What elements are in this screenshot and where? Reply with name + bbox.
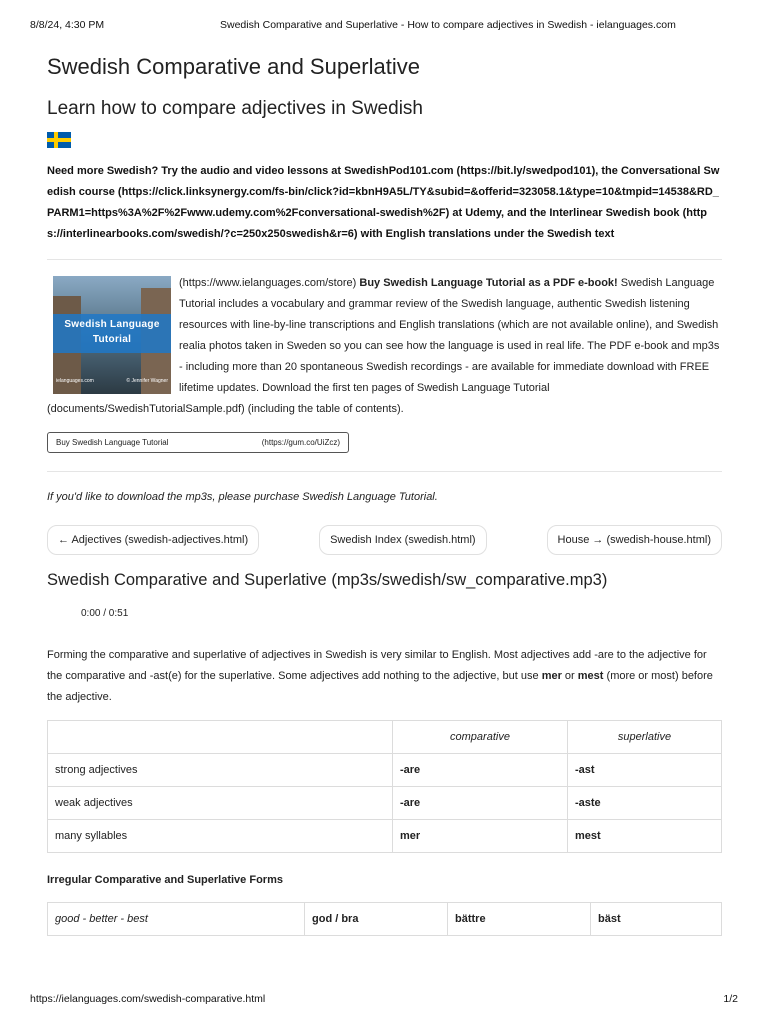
prev-page-button[interactable]: ← Adjectives (swedish-adjectives.html) [47,525,259,555]
table-cell: -ast [568,754,722,787]
table-cell: god / bra [305,903,448,936]
section-heading: Swedish Comparative and Superlative (mp3s/swedish/sw_comparative.mp3) [47,571,608,589]
cover-caption-right: © Jennifer Wagner [126,378,168,384]
print-datetime: 8/8/24, 4:30 PM [30,19,105,31]
page-title: Swedish Comparative and Superlative [47,54,420,79]
table-header-cell: comparative [393,721,568,754]
table-cell: weak adjectives [48,787,393,820]
table-cell: strong adjectives [48,754,393,787]
print-page-title: Swedish Comparative and Superlative - How to compare adjectives in Swedish - ielanguages.com [220,19,676,31]
divider [47,259,722,260]
table-cell: good - better - best [48,903,305,936]
ebook-section [47,273,722,420]
table-cell: bättre [448,903,591,936]
buy-tutorial-link: (https://gum.co/UiZcz) [261,438,340,447]
table-cell: many syllables [48,820,393,853]
irregular-heading: Irregular Comparative and Superlative Forms [47,874,283,886]
irregular-table [47,902,722,936]
comparison-table [47,720,722,853]
table-header-cell [48,721,393,754]
next-page-button[interactable]: House → (swedish-house.html) [547,525,722,555]
table-cell: mer [393,820,568,853]
main-content [47,52,722,936]
print-page-number: 1/2 [723,993,738,1005]
cover-title: Swedish Language Tutorial [53,314,171,353]
intro-paragraph: Forming the comparative and superlative of adjectives in Swedish is very similar to English. Most adjectives add -are to the adjective for the comparative and -ast(e) for the superlative. Some adjectives add nothing to the adjective, but use mer or mest (more or most) before the adjective. [47,649,713,703]
buy-tutorial-button[interactable] [47,432,349,453]
ebook-description: Swedish Language Tutorial includes a vocabulary and grammar review of the Swedish language, authentic Swedish listening resources with line-by-line transcriptions and English translations (which are not available online), and Swedish realia photos taken in Sweden so you can see how the language is used in real life. The PDF e-book and mp3s - including more than 20 spontaneous Swedish recordings - are available for immediate download with FREE lifetime updates. Download the first ten pages of Swedish Language Tutorial (documents/SwedishTutorialSample.pdf) (including the table of contents). [47,277,720,415]
divider [47,471,722,472]
table-row [48,820,722,853]
print-footer [30,993,738,1005]
table-header-cell: superlative [568,721,722,754]
table-row [48,903,722,936]
table-cell: -aste [568,787,722,820]
ebook-headline: Buy Swedish Language Tutorial as a PDF e-book! [359,277,618,289]
table-cell: bäst [591,903,722,936]
table-row [48,787,722,820]
ebook-cover-image[interactable] [53,276,171,394]
store-link[interactable]: (https://www.ielanguages.com/store) [179,277,357,289]
table-header-row [48,721,722,754]
index-page-button[interactable]: Swedish Index (swedish.html) [319,525,487,555]
table-row [48,754,722,787]
audio-player-time[interactable]: 0:00 / 0:51 [81,608,129,619]
page-subtitle: Learn how to compare adjectives in Swedish [47,98,423,119]
print-header [30,19,738,33]
cover-caption-left: ielanguages.com [56,378,94,384]
page-navigation [47,525,722,555]
table-cell: -are [393,754,568,787]
swedish-flag-icon [47,132,71,148]
print-footer-url: https://ielanguages.com/swedish-comparative.html [30,993,266,1005]
table-cell: mest [568,820,722,853]
mp3-note: If you'd like to download the mp3s, please purchase Swedish Language Tutorial. [47,491,438,503]
promo-paragraph[interactable]: Need more Swedish? Try the audio and video lessons at SwedishPod101.com (https://bit.ly/swedpod101), the Conversational Swedish course (https://click.linksynergy.com/fs-bin/click?id=kbnH9A5L/TY&subid=&offerid=323058.1&type=10&tmpid=14538&RD_PARM1=https%3A%2F%2Fwww.udemy.com%2Fconversational-swedish%2F) at Udemy, and the Interlinear Swedish book (https://interlinearbooks.com/swedish/?c=250x250swedish&r=6) with English translations under the Swedish text [47,165,720,240]
buy-tutorial-label: Buy Swedish Language Tutorial [56,438,169,447]
table-cell: -are [393,787,568,820]
